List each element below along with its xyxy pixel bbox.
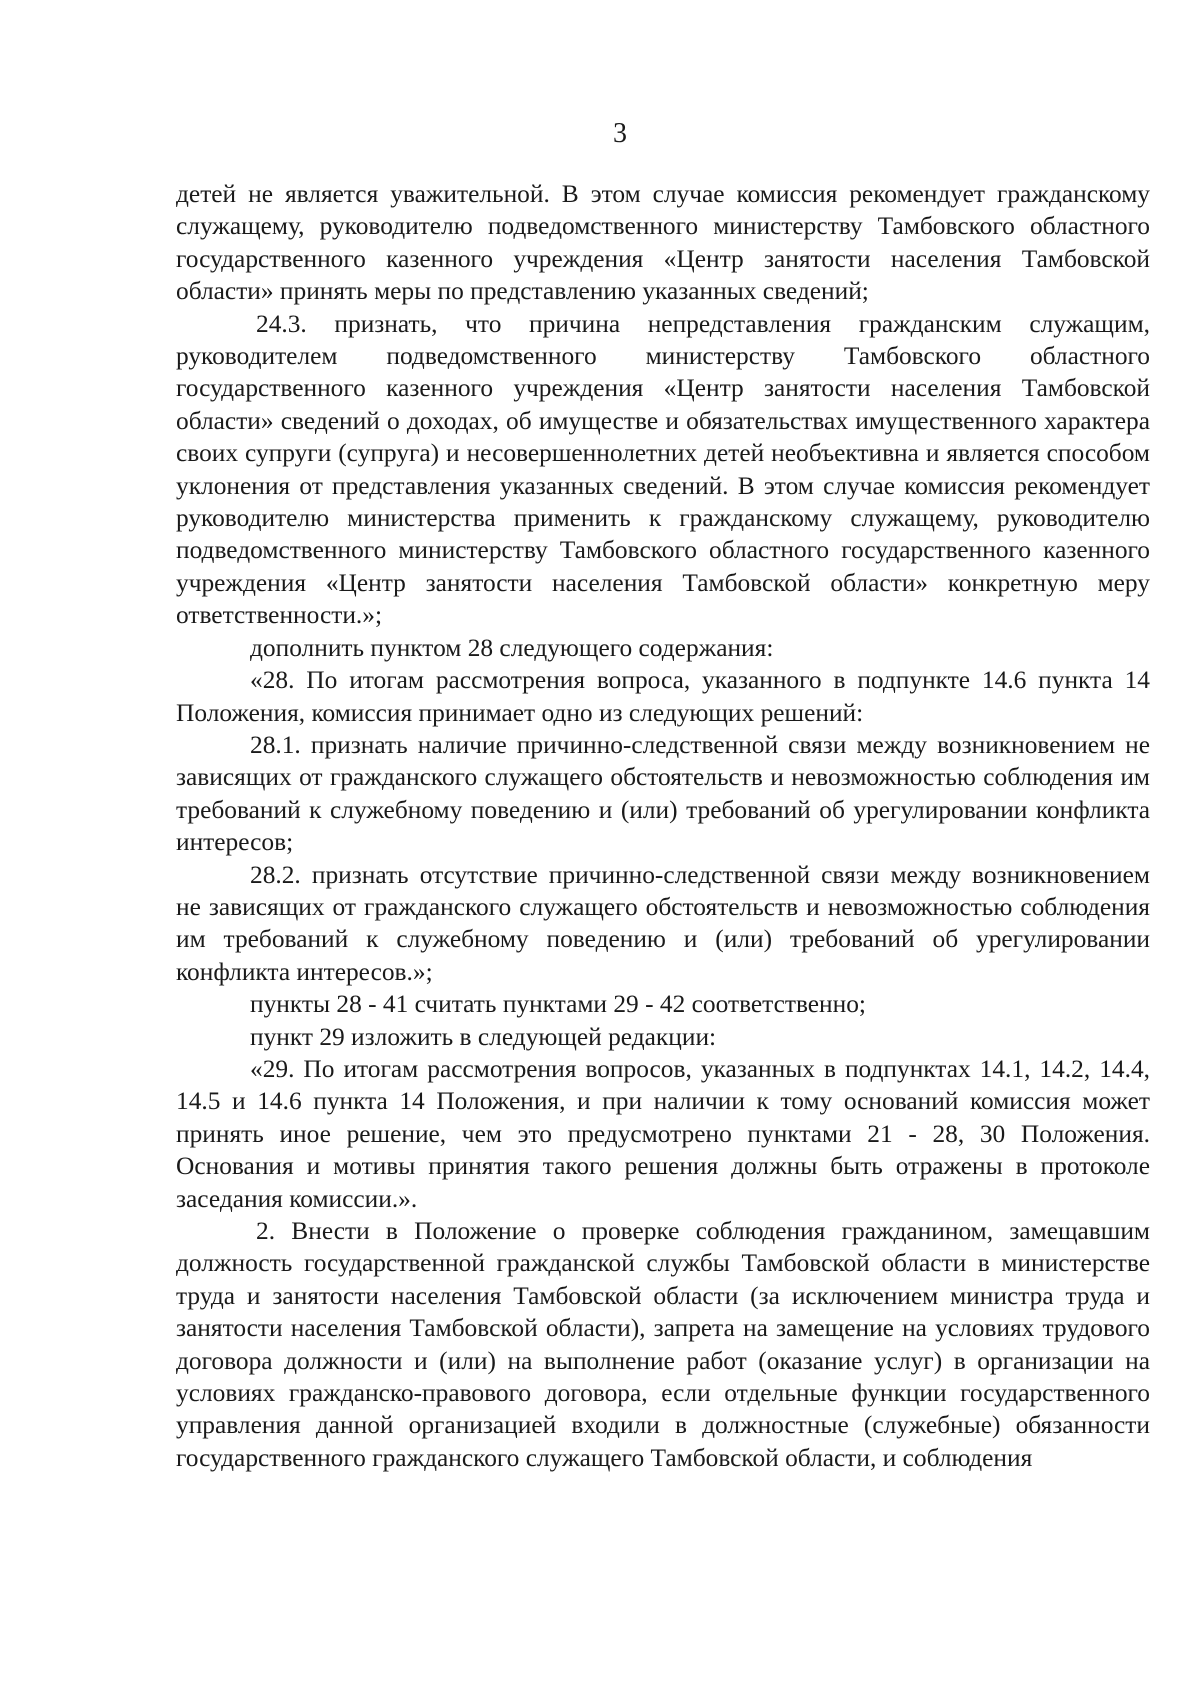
paragraph-24-3: 24.3. признать, что причина непредставления гражданским служащим, руководителем подведомственного министерству Тамбовского областного государственного казенного учреждения «Центр занятости населения Тамбовской области» сведений о доходах, об имуществе и обязательствах имущественного характера своих супруги (супруга) и несовершеннолетних детей необъективна и является способом уклонения от представления указанных сведений. В этом случае комиссия рекомендует руководителю министерства применить к гражданскому служащему, руководителю подведомственного министерству Тамбовского областного государственного казенного учреждения «Центр занятости населения Тамбовской области» конкретную меру ответственности.»; bbox=[176, 309, 1150, 630]
paragraph-continuation: детей не является уважительной. В этом случае комиссия рекомендует гражданскому служащему, руководителю подведомственного министерству Тамбовского областного государственного казенного учреждения «Центр занятости населения Тамбовской области» принять меры по представлению указанных сведений; bbox=[176, 180, 1150, 306]
paragraph-renumber: пункты 28 - 41 считать пунктами 29 - 42 соответственно; bbox=[250, 990, 866, 1019]
paragraph-point-29-intro: пункт 29 изложить в следующей редакции: bbox=[250, 1022, 717, 1051]
paragraph-28-2: 28.2. признать отсутствие причинно-следственной связи между возникновением не зависящих от гражданского служащего обстоятельств и невозможностью соблюдения им требований к служебному поведению и (или) требований об урегулировании конфликта интересов.»; bbox=[176, 860, 1150, 986]
paragraph-28: «28. По итогам рассмотрения вопроса, указанного в подпункте 14.6 пункта 14 Положения, комиссия принимает одно из следующих решений: bbox=[176, 666, 1150, 727]
paragraph-28-1: 28.1. признать наличие причинно-следственной связи между возникновением не зависящих от гражданского служащего обстоятельств и невозможностью соблюдения им требований к служебному поведению и (или) требований об урегулировании конфликта интересов; bbox=[176, 730, 1150, 857]
paragraph-section-2: 2. Внести в Положение о проверке соблюдения гражданином, замещавшим должность государственной гражданской службы Тамбовской области в министерстве труда и занятости населения Тамбовской области (за исключением министра труда и занятости населения Тамбовской области), запрета на замещение на условиях трудового договора должности и (или) на выполнение работ (оказание услуг) в организации на условиях гражданско-правового договора, если отдельные функции государственного управления данной организацией входили в должностные (служебные) обязанности государственного гражданского служащего Тамбовской области, и соблюдения bbox=[176, 1217, 1150, 1472]
paragraph-29: «29. По итогам рассмотрения вопросов, указанных в подпунктах 14.1, 14.2, 14.4, 14.5 и 14.6 пункта 14 Положения, и при наличии к тому оснований комиссия может принять иное решение, чем это предусмотрено пунктами 21 - 28, 30 Положения. Основания и мотивы принятия такого решения должны быть отражены в протоколе заседания комиссии.». bbox=[176, 1054, 1150, 1213]
document-body bbox=[176, 178, 1150, 1474]
paragraph-add-point-28: дополнить пунктом 28 следующего содержания: bbox=[250, 633, 774, 662]
page-number: 3 bbox=[613, 118, 627, 149]
